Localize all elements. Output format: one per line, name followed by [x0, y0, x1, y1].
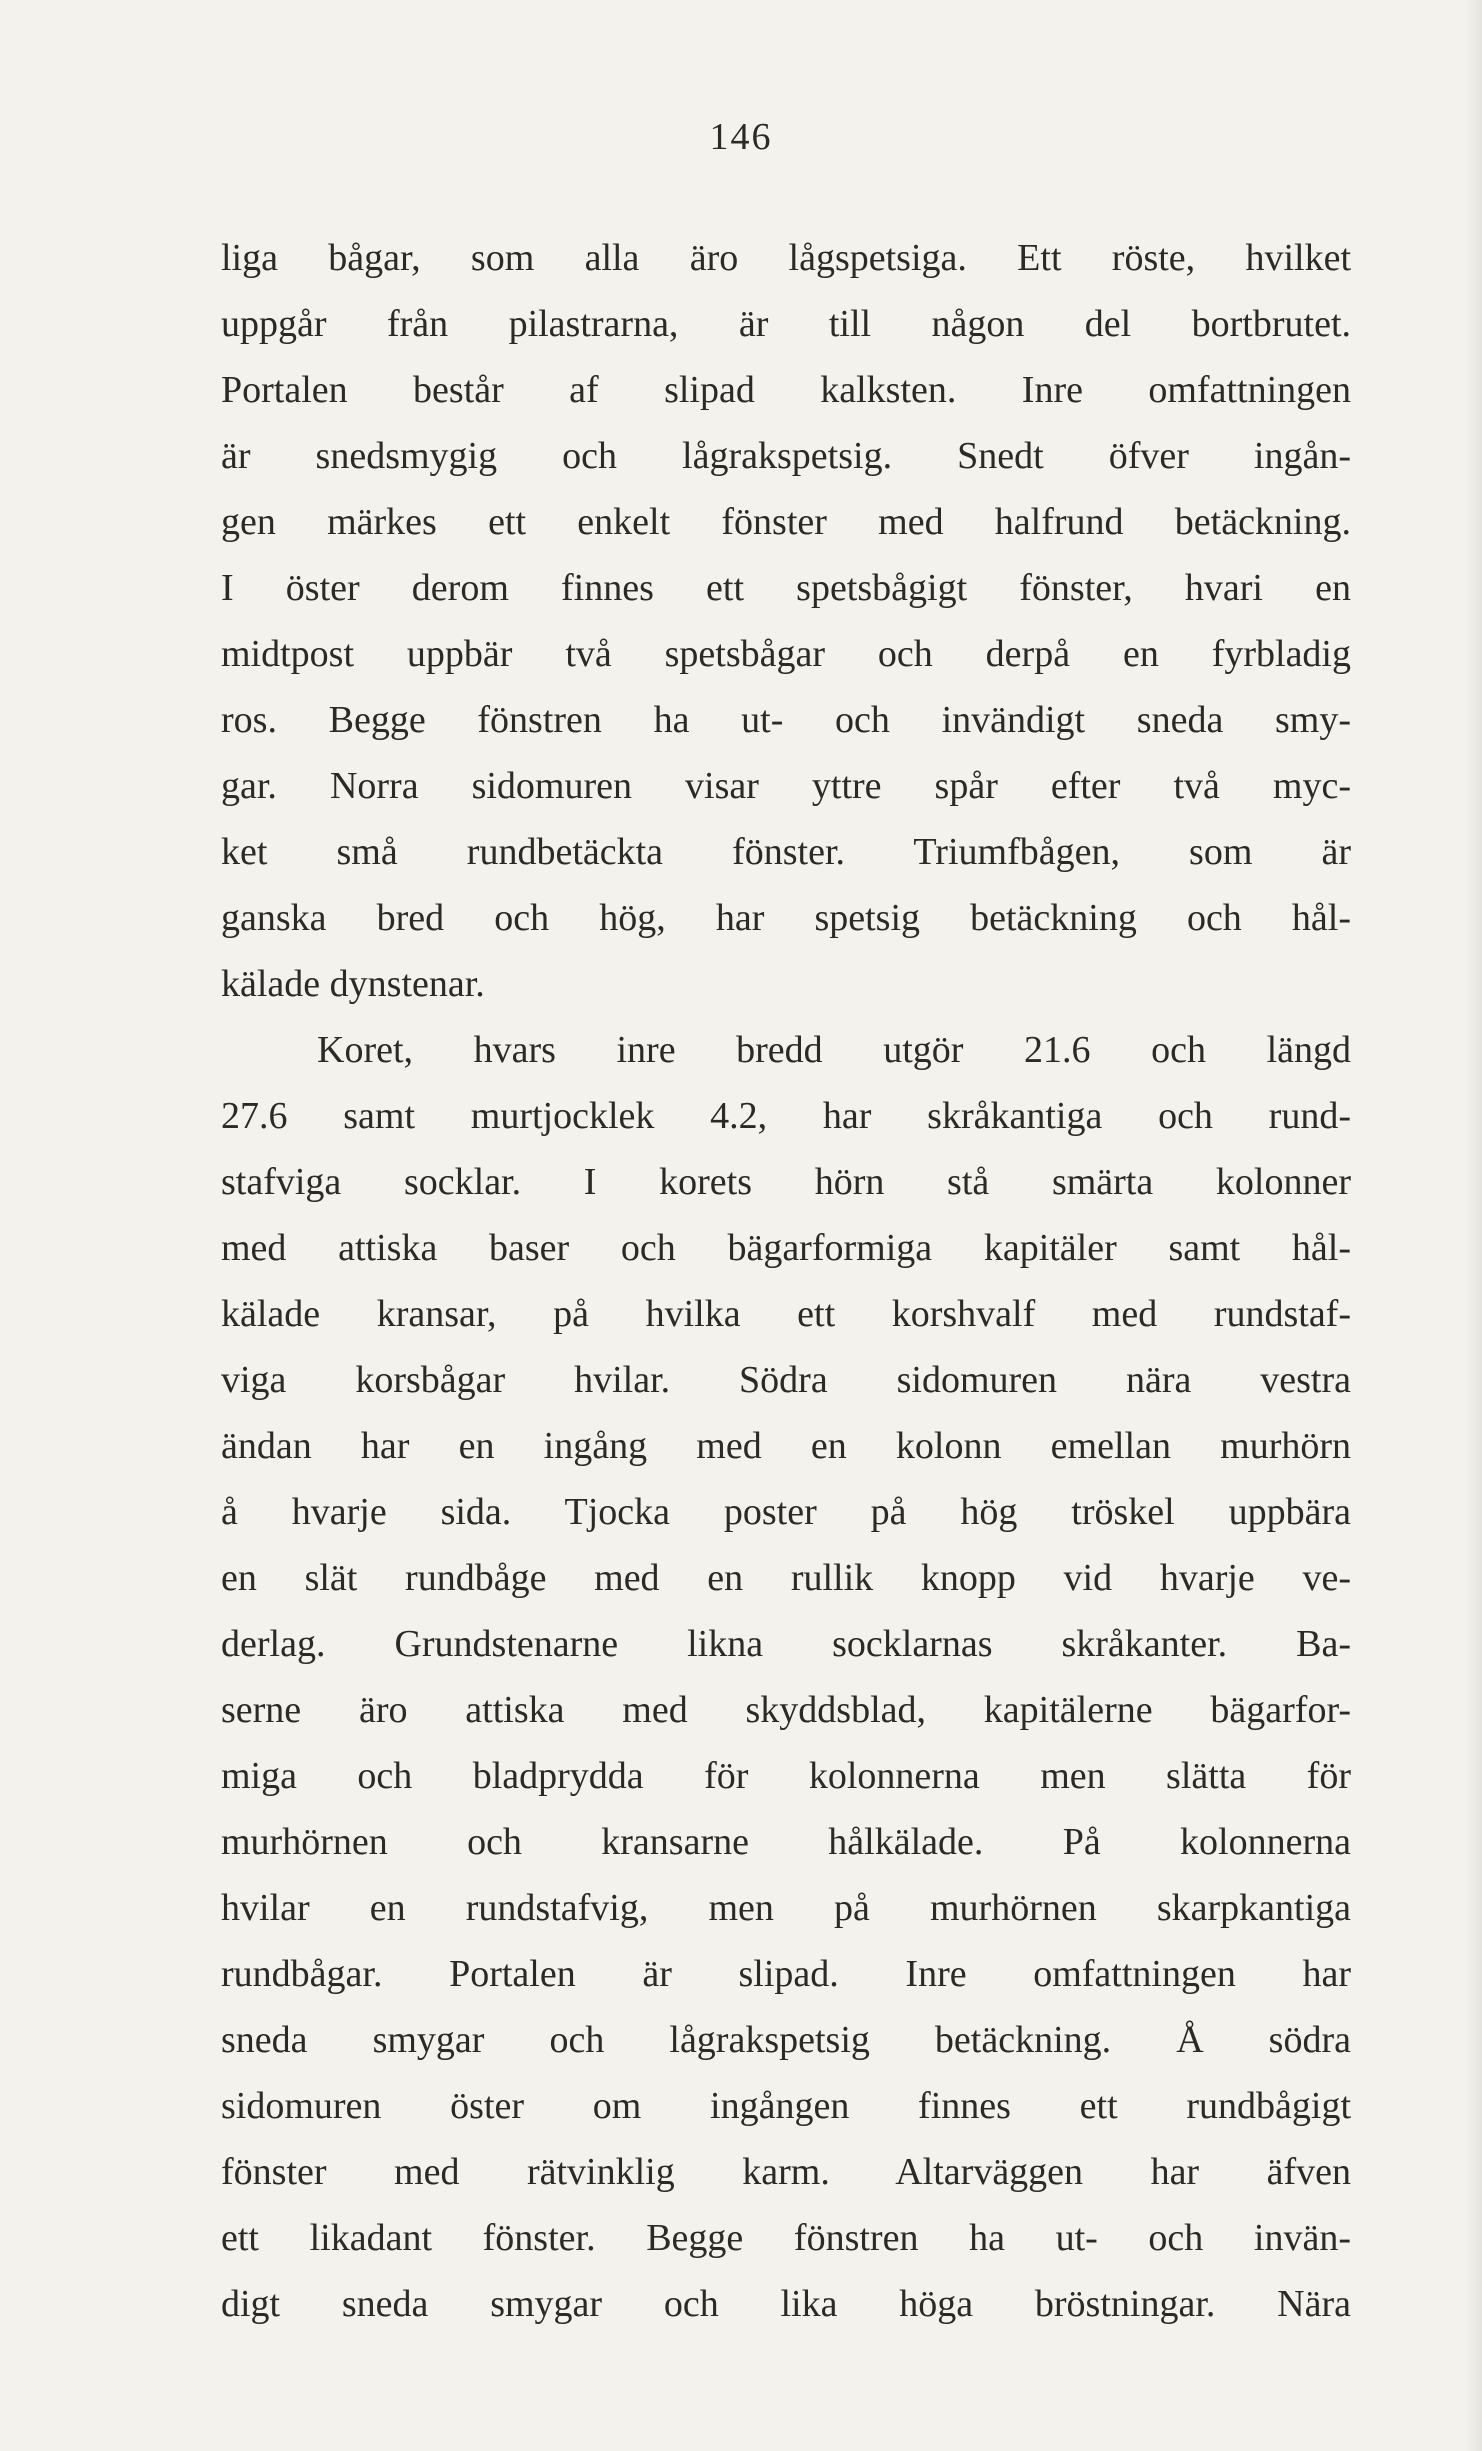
text-line: viga korsbågar hvilar. Södra sidomuren nära vestra: [221, 1359, 1351, 1401]
text-line: gen märkes ett enkelt fönster med halfrund betäckning.: [221, 501, 1351, 543]
text-line: ket små rundbetäckta fönster. Triumfbågen, som är: [221, 831, 1351, 873]
text-line: sneda smygar och lågrakspetsig betäckning. Å södra: [221, 2019, 1351, 2061]
text-line: kälade dynstenar.: [221, 963, 485, 1005]
text-line: ganska bred och hög, har spetsig betäckning och hål-: [221, 897, 1351, 939]
text-line: är snedsmygig och lågrakspetsig. Snedt öfver ingån-: [221, 435, 1351, 477]
paragraph-start-line: Koret, hvars inre bredd utgör 21.6 och längd: [317, 1029, 1351, 1071]
text-line: ett likadant fönster. Begge fönstren ha ut- och invän-: [221, 2217, 1351, 2259]
text-line: stafviga socklar. I korets hörn stå smärta kolonner: [221, 1161, 1351, 1203]
text-line: murhörnen och kransarne hålkälade. På kolonnerna: [221, 1821, 1351, 1863]
page-number: 146: [709, 116, 773, 158]
text-line: kälade kransar, på hvilka ett korshvalf med rundstaf-: [221, 1293, 1351, 1335]
text-line: å hvarje sida. Tjocka poster på hög tröskel uppbära: [221, 1491, 1351, 1533]
text-line: Portalen består af slipad kalksten. Inre omfattningen: [221, 369, 1351, 411]
text-line: en slät rundbåge med en rullik knopp vid hvarje ve-: [221, 1557, 1351, 1599]
text-line: 27.6 samt murtjocklek 4.2, har skråkantiga och rund-: [221, 1095, 1351, 1137]
page-edge-shadow: [1464, 0, 1482, 2451]
text-line: ändan har en ingång med en kolonn emellan murhörn: [221, 1425, 1351, 1467]
text-line: liga bågar, som alla äro lågspetsiga. Ett röste, hvilket: [221, 237, 1351, 279]
text-line: gar. Norra sidomuren visar yttre spår efter två myc-: [221, 765, 1351, 807]
text-line: fönster med rätvinklig karm. Altarväggen har äfven: [221, 2151, 1351, 2193]
text-line: hvilar en rundstafvig, men på murhörnen skarpkantiga: [221, 1887, 1351, 1929]
text-line: digt sneda smygar och lika höga bröstningar. Nära: [221, 2283, 1351, 2325]
text-line: sidomuren öster om ingången finnes ett rundbågigt: [221, 2085, 1351, 2127]
body-text: [221, 225, 1351, 2337]
text-line: ros. Begge fönstren ha ut- och invändigt sneda smy-: [221, 699, 1351, 741]
text-line: midtpost uppbär två spetsbågar och derpå en fyrbladig: [221, 633, 1351, 675]
text-line: serne äro attiska med skyddsblad, kapitälerne bägarfor-: [221, 1689, 1351, 1731]
text-line: med attiska baser och bägarformiga kapitäler samt hål-: [221, 1227, 1351, 1269]
text-line: rundbågar. Portalen är slipad. Inre omfattningen har: [221, 1953, 1351, 1995]
text-line: miga och bladprydda för kolonnerna men slätta för: [221, 1755, 1351, 1797]
text-line: derlag. Grundstenarne likna socklarnas skråkanter. Ba-: [221, 1623, 1351, 1665]
text-line: uppgår från pilastrarna, är till någon del bortbrutet.: [221, 303, 1351, 345]
text-line: I öster derom finnes ett spetsbågigt fönster, hvari en: [221, 567, 1351, 609]
